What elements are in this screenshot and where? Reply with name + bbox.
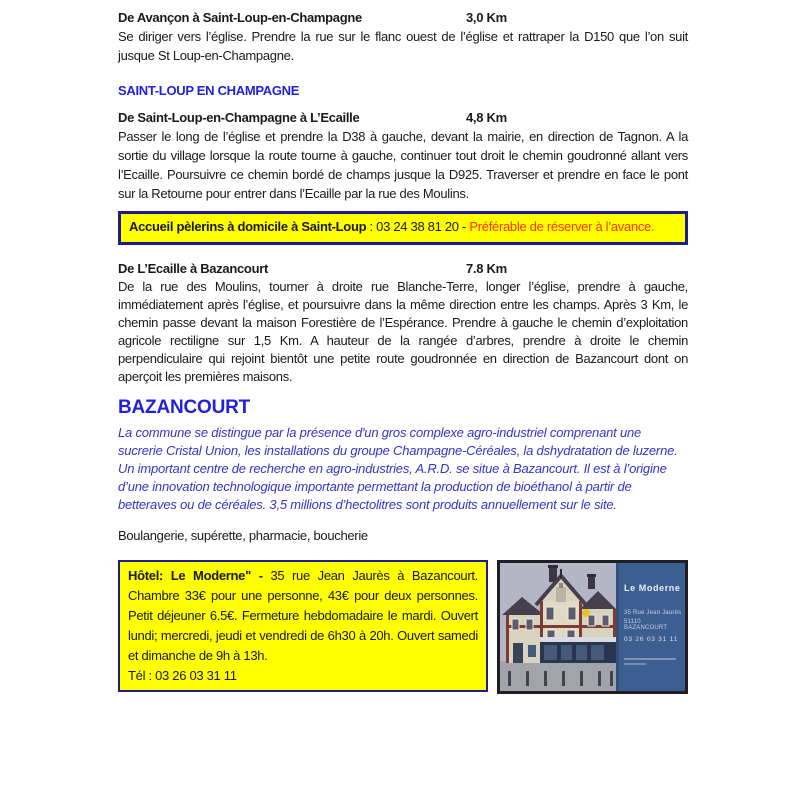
village-services-list: Boulangerie, supérette, pharmacie, boucherie bbox=[118, 528, 368, 543]
pilgrim-box-separator: : bbox=[366, 219, 377, 234]
route-3-directions: De la rue des Moulins, tourner à droite rue Blanche-Terre, longer l’église, prendre à gauche, immédiatement après l’église, et poursuivre dans la même direction entre les champs. Après 3 Km, le chemin passe devant la maison Forestière de l’Espérance. Prendre à gauche le chemin d’exploitation agricole rectiligne sur 1,5 Km. A hauteur de la rangée d’arbres, prendre à droite le chemin perpendiculaire qui rejoint bientôt une petite route goudronnée en direction de Bazancourt dont on aperçoit les premières maisons. bbox=[118, 279, 688, 384]
route-1-title: De Avançon à Saint-Loup-en-Champagne bbox=[118, 10, 362, 25]
route-2-title: De Saint-Loup-en-Champagne à L’Ecaille bbox=[118, 110, 360, 125]
route-3-title: De L’Ecaille à Bazancourt bbox=[118, 261, 269, 276]
photo-sign-hotel-name: Le Moderne bbox=[624, 583, 681, 593]
photo-sign-smalltext-line bbox=[624, 658, 676, 660]
hotel-photo bbox=[497, 560, 688, 694]
photo-sign-phone: 03 26 03 31 11 bbox=[624, 636, 679, 643]
hotel-phone: Tél : 03 26 03 31 11 bbox=[128, 668, 237, 683]
route-section-2-heading bbox=[118, 108, 688, 127]
hotel-info-box bbox=[118, 560, 488, 692]
village-heading-bazancourt: BAZANCOURT bbox=[118, 397, 251, 418]
pilgrim-box-reservation-note: Préférable de réserver à l’avance. bbox=[469, 219, 655, 234]
bazancourt-description: La commune se distingue par la présence d'un gros complexe agro-industriel comprenant une sucrerie Cristal Union, les installations du groupe Champagne-Céréales, la dshydratation de luzerne. Un important centre de recherche en agro-industries, A.R.D. se situe à Bazancourt. Il est à l’origine d’une innovation technologique importante permettant la production de bioéthanol à partir de betteraves ou de céréales. 3,5 millions d’hectolitres sont produits annuellement sur le site. bbox=[118, 425, 678, 512]
pilgrim-box-dash: - bbox=[458, 219, 470, 234]
pilgrim-box-phone: 03 24 38 81 20 bbox=[376, 219, 459, 234]
photo-sign-smalltext-line bbox=[624, 663, 646, 665]
route-1-distance: 3,0 Km bbox=[466, 10, 507, 25]
route-section-3-heading bbox=[118, 259, 688, 278]
hotel-name: Hôtel: Le Moderne" - bbox=[128, 568, 271, 583]
pilgrim-welcome-box bbox=[118, 211, 688, 245]
route-3-distance: 7.8 Km bbox=[466, 261, 507, 276]
pilgrim-box-label: Accueil pèlerins à domicile à Saint-Loup bbox=[129, 219, 367, 234]
route-1-directions: Se diriger vers l’église. Prendre la rue sur le flanc ouest de l’église et rattraper la D150 que l’on suit jusque St Loup-en-Champagne. bbox=[118, 29, 688, 63]
route-section-1-heading bbox=[118, 8, 688, 27]
photo-sign-address-line1: 35 Rue Jean Jaurès bbox=[624, 610, 682, 616]
hotel-details: 35 rue Jean Jaurès à Bazancourt. Chambre 33€ pour une personne, 43€ pour deux personnes. Petit déjeuner 6.5€. Fermeture hebdomadaire le mardi. Ouvert lundi; mercredi, jeudi et vendredi de 6h30 à 20h. Ouvert samedi et dimanche de 9h à 13h. bbox=[128, 568, 478, 663]
village-heading-saint-loup: SAINT-LOUP EN CHAMPAGNE bbox=[118, 83, 300, 98]
route-2-distance: 4,8 Km bbox=[466, 110, 507, 125]
route-2-directions: Passer le long de l’église et prendre la D38 à gauche, devant la mairie, en direction de Tagnon. A la sortie du village lorsque la route tourne à gauche, continuer tout droit le chemin goudronné allant vers l’Ecaille. Poursuivre ce chemin bordé de champs jusque la D925. Traverser et prendre en face le pont sur la Retourne pour entrer dans l’Ecaille par la rue des Moulins. bbox=[118, 129, 688, 201]
hotel-info-row bbox=[118, 560, 688, 694]
photo-sign-address-line2: 51110 BAZANCOURT bbox=[624, 619, 668, 631]
